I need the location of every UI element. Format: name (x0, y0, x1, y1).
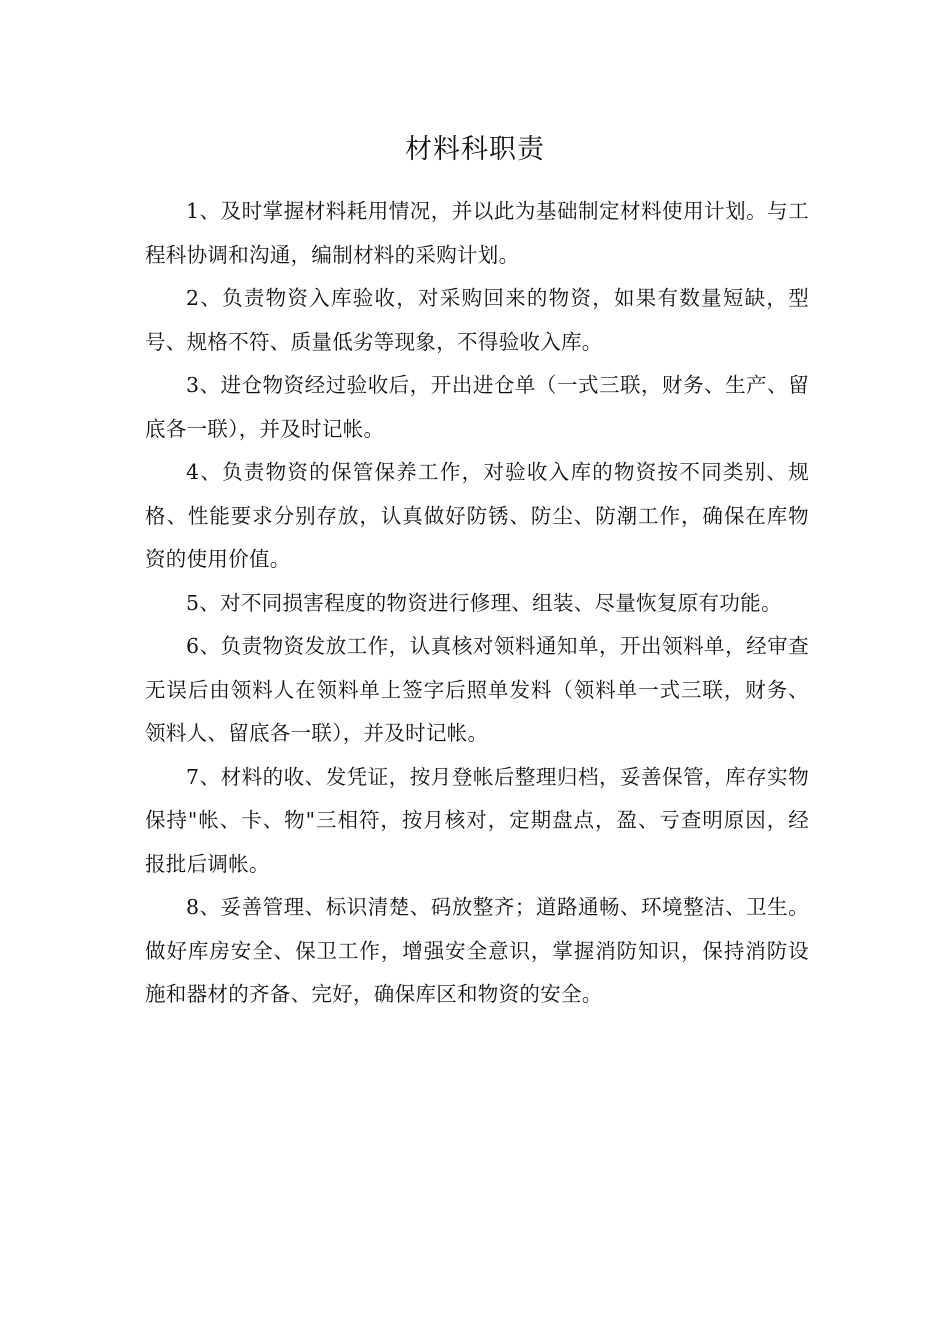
duty-paragraph-8: 8、妥善管理、标识清楚、码放整齐；道路通畅、环境整洁、卫生。做好库房安全、保卫工作，增强安全意识，掌握消防知识，保持消防设施和器材的齐备、完好，确保库区和物资的安全。 (145, 895, 809, 1006)
document-title: 材料科职责 (405, 134, 545, 165)
duty-paragraph-7: 7、材料的收、发凭证，按月登帐后整理归档，妥善保管，库存实物保持"帐、卡、物"三相符，按月核对，定期盘点，盈、亏查明原因，经报批后调帐。 (145, 764, 809, 876)
duty-paragraph-2: 2、负责物资入库验收，对采购回来的物资，如果有数量短缺，型号、规格不符、质量低劣等现象，不得验收入库。 (145, 286, 809, 354)
duty-paragraph-3: 3、进仓物资经过验收后，开出进仓单（一式三联，财务、生产、留底各一联），并及时记帐。 (145, 373, 809, 441)
duty-paragraph-4: 4、负责物资的保管保养工作，对验收入库的物资按不同类别、规格、性能要求分别存放，认真做好防锈、防尘、防潮工作，确保在库物资的使用价值。 (145, 460, 809, 571)
duty-paragraph-5: 5、对不同损害程度的物资进行修理、组装、尽量恢复原有功能。 (186, 590, 782, 615)
duty-paragraph-6: 6、负责物资发放工作，认真核对领料通知单，开出领料单，经审查无误后由领料人在领料单上签字后照单发料（领料单一式三联，财务、领料人、留底各一联），并及时记帐。 (145, 634, 809, 745)
document-body (145, 190, 809, 1017)
duty-paragraph-1: 1、及时掌握材料耗用情况，并以此为基础制定材料使用计划。与工程科协调和沟通，编制材料的采购计划。 (145, 199, 809, 267)
